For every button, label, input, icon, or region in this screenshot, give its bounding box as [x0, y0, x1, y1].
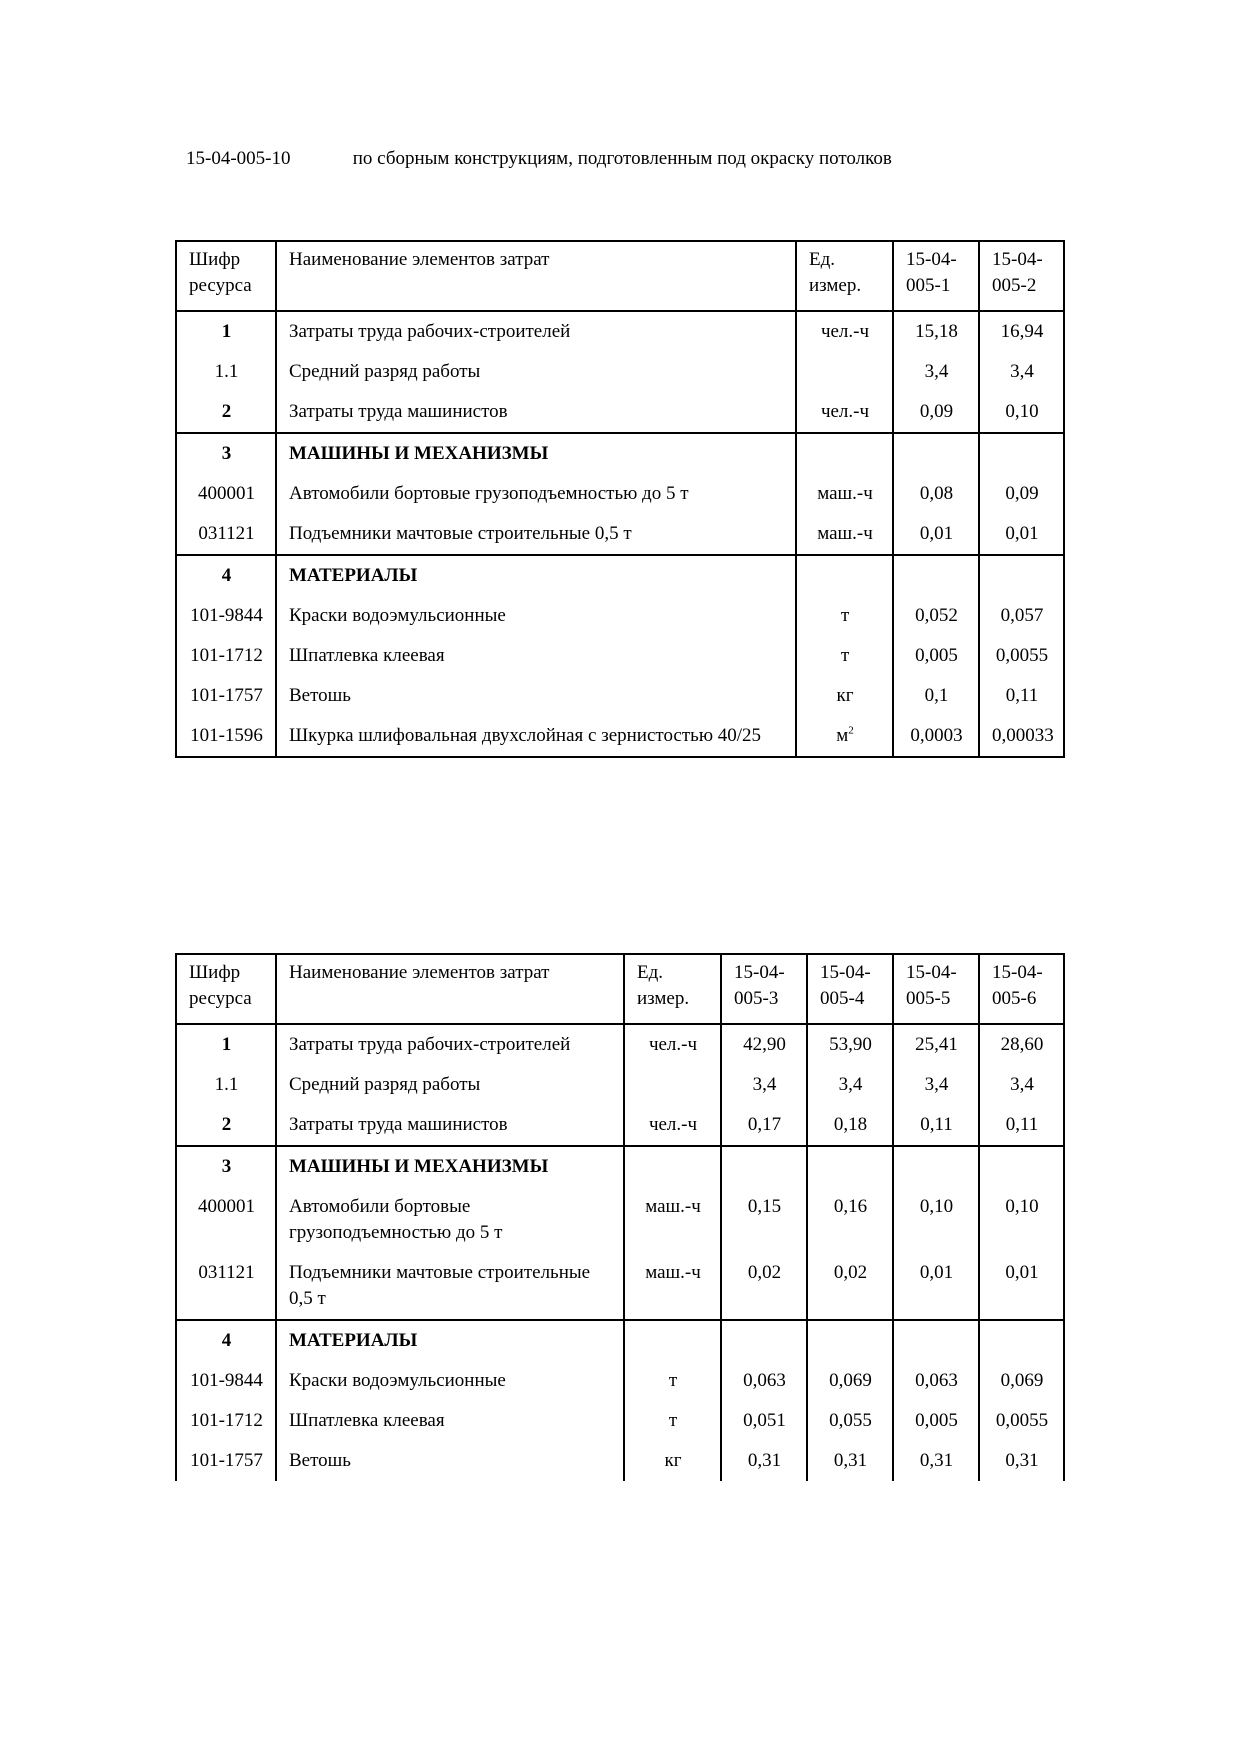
norm-value: 0,057	[979, 596, 1064, 636]
norm-value: 0,01	[979, 514, 1064, 555]
cost-element-name: Затраты труда рабочих-строителей	[276, 1024, 624, 1065]
cost-element-name: Затраты труда машинистов	[276, 1105, 624, 1146]
norm-value: 0,0055	[979, 1401, 1064, 1441]
norm-value: 16,94	[979, 311, 1064, 352]
unit-cell	[796, 555, 893, 596]
norm-value: 0,11	[893, 1105, 979, 1146]
norm-value: 0,16	[807, 1187, 893, 1253]
cost-element-name: Краски водоэмульсионные	[276, 1361, 624, 1401]
header-norm-column: 15-04-005-1	[893, 241, 979, 311]
unit-text: т	[668, 1370, 678, 1391]
norm-value: 0,10	[979, 1187, 1064, 1253]
unit-text: чел.-ч	[820, 321, 870, 342]
cost-element-name: Автомобили бортовые грузоподъемностью до 5 т	[276, 1187, 624, 1253]
norm-value	[893, 1320, 979, 1361]
unit-cell	[796, 433, 893, 474]
unit-text: кг	[664, 1450, 682, 1471]
norm-value: 0,11	[979, 676, 1064, 716]
norm-title-line	[186, 147, 892, 171]
cost-element-name: МАТЕРИАЛЫ	[276, 555, 796, 596]
unit-cell	[796, 716, 893, 757]
resource-code: 101-9844	[176, 596, 276, 636]
norm-value: 15,18	[893, 311, 979, 352]
norm-value: 0,063	[893, 1361, 979, 1401]
table-row	[176, 352, 1064, 392]
header-unit: Ед. измер.	[624, 954, 721, 1024]
table-row	[176, 676, 1064, 716]
norm-value	[721, 1146, 807, 1187]
unit-cell	[796, 514, 893, 555]
norm-value	[979, 433, 1064, 474]
table-row	[176, 433, 1064, 474]
resource-code: 2	[176, 1105, 276, 1146]
unit-text: т	[840, 645, 850, 666]
cost-element-name: Шпатлевка клеевая	[276, 1401, 624, 1441]
norm-value: 3,4	[893, 352, 979, 392]
cost-element-name: МАШИНЫ И МЕХАНИЗМЫ	[276, 433, 796, 474]
cost-element-name: Краски водоэмульсионные	[276, 596, 796, 636]
norm-value: 0,11	[979, 1105, 1064, 1146]
table-row	[176, 311, 1064, 352]
unit-cell	[624, 1065, 721, 1105]
norm-value	[893, 555, 979, 596]
norm-value: 0,31	[721, 1441, 807, 1481]
cost-element-name: Подъемники мачтовые строительные 0,5 т	[276, 1253, 624, 1320]
norm-value	[807, 1146, 893, 1187]
table-row	[176, 716, 1064, 757]
header-norm-column: 15-04-005-2	[979, 241, 1064, 311]
norm-value: 0,09	[893, 392, 979, 433]
unit-cell	[624, 1187, 721, 1253]
norm-value: 0,08	[893, 474, 979, 514]
norm-value	[893, 1146, 979, 1187]
norm-value: 0,18	[807, 1105, 893, 1146]
norm-value: 0,063	[721, 1361, 807, 1401]
resource-code: 101-1596	[176, 716, 276, 757]
resource-code: 2	[176, 392, 276, 433]
header-norm-column: 15-04-005-6	[979, 954, 1064, 1024]
resource-code: 4	[176, 1320, 276, 1361]
unit-cell	[796, 676, 893, 716]
norm-value	[979, 1320, 1064, 1361]
unit-cell	[796, 311, 893, 352]
table-row	[176, 514, 1064, 555]
header-unit: Ед. измер.	[796, 241, 893, 311]
resource-code: 4	[176, 555, 276, 596]
cost-element-name: Ветошь	[276, 676, 796, 716]
cost-element-name: Затраты труда машинистов	[276, 392, 796, 433]
unit-cell	[796, 352, 893, 392]
cost-element-name: МАШИНЫ И МЕХАНИЗМЫ	[276, 1146, 624, 1187]
norm-value: 0,0055	[979, 636, 1064, 676]
unit-cell	[796, 596, 893, 636]
norm-value: 0,01	[979, 1253, 1064, 1320]
norm-value: 0,10	[979, 392, 1064, 433]
norm-value: 3,4	[721, 1065, 807, 1105]
norm-value	[721, 1320, 807, 1361]
table-row	[176, 1253, 1064, 1320]
resource-code: 1.1	[176, 1065, 276, 1105]
norm-value: 0,10	[893, 1187, 979, 1253]
unit-text: т	[668, 1410, 678, 1431]
norm-value	[893, 433, 979, 474]
norm-value	[807, 1320, 893, 1361]
header-norm-column: 15-04-005-3	[721, 954, 807, 1024]
norm-value: 0,055	[807, 1401, 893, 1441]
norm-value: 3,4	[893, 1065, 979, 1105]
resource-table-1	[175, 240, 1065, 758]
cost-element-name: Автомобили бортовые грузоподъемностью до 5 т	[276, 474, 796, 514]
norm-value: 0,31	[807, 1441, 893, 1481]
unit-text: т	[840, 605, 850, 626]
norm-value: 0,02	[807, 1253, 893, 1320]
unit-text: чел.-ч	[648, 1114, 698, 1135]
table-row	[176, 1024, 1064, 1065]
norm-value: 0,15	[721, 1187, 807, 1253]
unit-text: маш.-ч	[645, 1196, 701, 1217]
cost-element-name: Средний разряд работы	[276, 1065, 624, 1105]
header-norm-column: 15-04-005-5	[893, 954, 979, 1024]
unit-superscript: 2	[848, 724, 854, 737]
norm-value: 0,31	[979, 1441, 1064, 1481]
norm-value: 3,4	[807, 1065, 893, 1105]
cost-element-name: Затраты труда рабочих-строителей	[276, 311, 796, 352]
unit-cell	[624, 1320, 721, 1361]
header-code: Шифр ресурса	[176, 241, 276, 311]
table-row	[176, 1105, 1064, 1146]
cost-element-name: Шпатлевка клеевая	[276, 636, 796, 676]
table-row	[176, 1441, 1064, 1481]
table-row	[176, 1187, 1064, 1253]
norm-value: 0,1	[893, 676, 979, 716]
norm-value: 0,31	[893, 1441, 979, 1481]
resource-code: 1	[176, 311, 276, 352]
unit-cell	[624, 1401, 721, 1441]
resource-code: 031121	[176, 1253, 276, 1320]
table-row	[176, 596, 1064, 636]
norm-value: 42,90	[721, 1024, 807, 1065]
norm-value: 28,60	[979, 1024, 1064, 1065]
cost-element-name: МАТЕРИАЛЫ	[276, 1320, 624, 1361]
table-row	[176, 474, 1064, 514]
unit-text: чел.-ч	[648, 1034, 698, 1055]
norm-value: 0,09	[979, 474, 1064, 514]
table-row	[176, 555, 1064, 596]
unit-text: маш.-ч	[645, 1262, 701, 1283]
resource-code: 101-9844	[176, 1361, 276, 1401]
cost-element-name: Шкурка шлифовальная двухслойная с зернистостью 40/25	[276, 716, 796, 757]
norm-code: 15-04-005-10	[186, 148, 291, 169]
resource-code: 031121	[176, 514, 276, 555]
unit-text: м	[836, 725, 849, 746]
header-name: Наименование элементов затрат	[276, 241, 796, 311]
unit-cell	[624, 1361, 721, 1401]
norm-description: по сборным конструкциям, подготовленным под окраску потолков	[352, 148, 892, 169]
resource-code: 1	[176, 1024, 276, 1065]
norm-value: 3,4	[979, 352, 1064, 392]
table-row	[176, 1361, 1064, 1401]
cost-element-name: Ветошь	[276, 1441, 624, 1481]
table-row	[176, 1146, 1064, 1187]
unit-cell	[796, 474, 893, 514]
norm-value: 0,005	[893, 1401, 979, 1441]
norm-value	[979, 1146, 1064, 1187]
resource-code: 400001	[176, 1187, 276, 1253]
resource-code: 101-1757	[176, 676, 276, 716]
norm-value	[979, 555, 1064, 596]
unit-cell	[624, 1253, 721, 1320]
unit-cell	[624, 1024, 721, 1065]
cost-element-name: Подъемники мачтовые строительные 0,5 т	[276, 514, 796, 555]
resource-code: 101-1757	[176, 1441, 276, 1481]
norm-value: 0,00033	[979, 716, 1064, 757]
header-row	[176, 241, 1064, 311]
header-code: Шифр ресурса	[176, 954, 276, 1024]
norm-value: 0,02	[721, 1253, 807, 1320]
norm-value: 3,4	[979, 1065, 1064, 1105]
unit-cell	[796, 392, 893, 433]
norm-value: 0,069	[979, 1361, 1064, 1401]
table-row	[176, 1065, 1064, 1105]
unit-cell	[624, 1441, 721, 1481]
norm-value: 0,005	[893, 636, 979, 676]
resource-code: 400001	[176, 474, 276, 514]
unit-cell	[624, 1146, 721, 1187]
norm-value: 0,0003	[893, 716, 979, 757]
header-norm-column: 15-04-005-4	[807, 954, 893, 1024]
norm-value: 53,90	[807, 1024, 893, 1065]
resource-code: 3	[176, 1146, 276, 1187]
resource-table-2	[175, 953, 1065, 1481]
resource-code: 101-1712	[176, 636, 276, 676]
table-row	[176, 1401, 1064, 1441]
resource-code: 1.1	[176, 352, 276, 392]
unit-cell	[796, 636, 893, 676]
norm-value: 0,01	[893, 1253, 979, 1320]
cost-element-name: Средний разряд работы	[276, 352, 796, 392]
unit-text: маш.-ч	[817, 483, 873, 504]
unit-text: чел.-ч	[820, 401, 870, 422]
table-row	[176, 636, 1064, 676]
header-row	[176, 954, 1064, 1024]
unit-cell	[624, 1105, 721, 1146]
unit-text: кг	[836, 685, 854, 706]
norm-value: 0,01	[893, 514, 979, 555]
table-row	[176, 1320, 1064, 1361]
unit-text: маш.-ч	[817, 523, 873, 544]
norm-value: 0,052	[893, 596, 979, 636]
table-row	[176, 392, 1064, 433]
norm-value: 0,17	[721, 1105, 807, 1146]
resource-code: 101-1712	[176, 1401, 276, 1441]
resource-code: 3	[176, 433, 276, 474]
norm-value: 25,41	[893, 1024, 979, 1065]
norm-value: 0,069	[807, 1361, 893, 1401]
norm-value: 0,051	[721, 1401, 807, 1441]
header-name: Наименование элементов затрат	[276, 954, 624, 1024]
